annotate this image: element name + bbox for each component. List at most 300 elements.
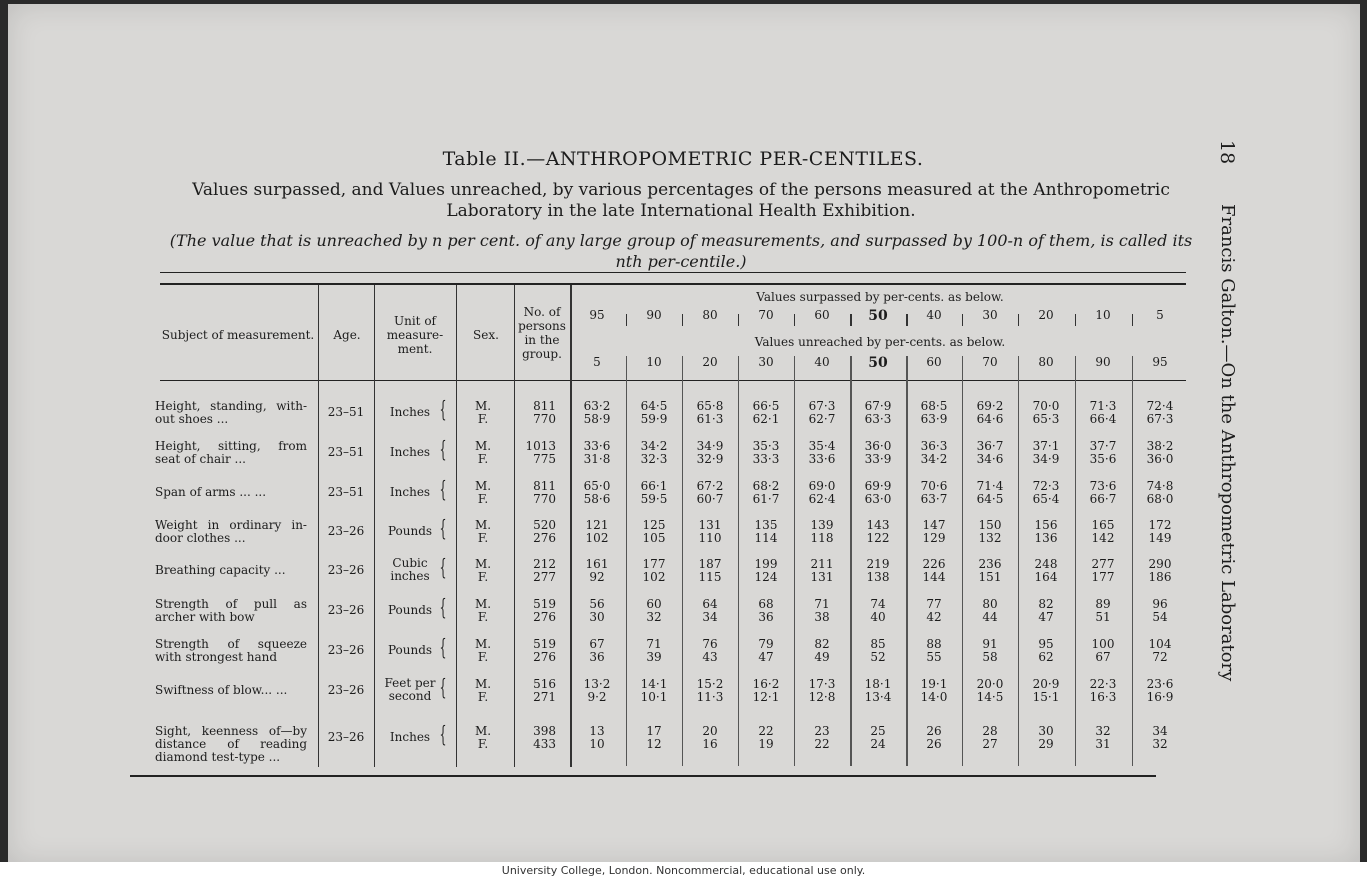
value-m: 85	[870, 637, 886, 651]
value-m: 82	[1038, 597, 1054, 611]
surpassed-pct: 95	[589, 308, 605, 322]
value-f: 26	[926, 737, 942, 751]
value-f: 63·0	[864, 492, 892, 506]
column-divider	[318, 285, 319, 767]
value-m: 104	[1148, 637, 1172, 651]
value-m: 72·4	[1146, 399, 1174, 413]
row-unit: Pounds	[387, 643, 433, 657]
sex-m: M.	[474, 439, 492, 453]
value-f: 51	[1095, 610, 1111, 624]
surpassed-pct: 30	[982, 308, 998, 322]
value-f: 136	[1034, 531, 1058, 545]
value-m: 172	[1148, 518, 1172, 532]
value-m: 236	[978, 557, 1002, 571]
unreached-pct: 80	[1038, 355, 1054, 369]
value-m: 77	[926, 597, 942, 611]
value-f: 31	[1095, 737, 1111, 751]
row-age: 23–26	[327, 683, 365, 697]
row-age: 23–51	[327, 485, 365, 499]
row-subject: Strength of pull as archer with bow	[155, 597, 307, 624]
value-m: 71·3	[1089, 399, 1117, 413]
sex-m: M.	[474, 518, 492, 532]
header-bottom-rule	[160, 380, 1186, 381]
value-m: 66·5	[752, 399, 780, 413]
persons-f: 271	[533, 690, 556, 704]
value-f: 58·9	[583, 412, 611, 426]
value-m: 13·2	[583, 677, 611, 691]
value-f: 43	[702, 650, 718, 664]
value-f: 63·3	[864, 412, 892, 426]
value-f: 38	[814, 610, 830, 624]
value-f: 32·3	[640, 452, 668, 466]
value-m: 65·0	[583, 479, 611, 493]
row-unit: Pounds	[387, 524, 433, 538]
row-brace: {	[439, 596, 447, 621]
value-f: 52	[870, 650, 886, 664]
value-m: 33·6	[583, 439, 611, 453]
value-m: 30	[1038, 724, 1054, 738]
surpassed-pct: 80	[702, 308, 718, 322]
value-f: 58·6	[583, 492, 611, 506]
value-f: 66·4	[1089, 412, 1117, 426]
pct-divider	[1018, 314, 1019, 326]
value-f: 12·1	[752, 690, 780, 704]
sex-m: M.	[474, 479, 492, 493]
row-subject: Height, standing, with-out shoes ...	[155, 399, 307, 426]
value-m: 16·2	[752, 677, 780, 691]
value-m: 35·3	[752, 439, 780, 453]
row-brace: {	[439, 556, 447, 581]
value-f: 105	[642, 531, 666, 545]
persons-f: 775	[533, 452, 556, 466]
value-f: 14·0	[920, 690, 948, 704]
value-f: 24	[870, 737, 886, 751]
value-m: 36·7	[976, 439, 1004, 453]
value-f: 114	[754, 531, 778, 545]
value-m: 199	[754, 557, 778, 571]
value-f: 64·6	[976, 412, 1004, 426]
value-f: 33·3	[752, 452, 780, 466]
value-f: 34·2	[920, 452, 948, 466]
value-f: 59·5	[640, 492, 668, 506]
value-m: 17	[646, 724, 662, 738]
value-m: 248	[1034, 557, 1058, 571]
row-brace: {	[439, 478, 447, 503]
value-f: 36·0	[1146, 452, 1174, 466]
row-unit: Inches	[389, 405, 431, 419]
value-f: 40	[870, 610, 886, 624]
persons-m: 811	[533, 479, 556, 493]
value-f: 61·3	[696, 412, 724, 426]
value-m: 96	[1152, 597, 1168, 611]
value-f: 29	[1038, 737, 1054, 751]
value-m: 150	[978, 518, 1002, 532]
value-f: 42	[926, 610, 942, 624]
row-subject: Sight, keenness of—by distance of reading diamond test-type ...	[155, 724, 307, 764]
document-page	[8, 4, 1360, 864]
table-subtitle: Values surpassed, and Values unreached, by various percentages of the persons measured at the Anthropometric Laboratory in the late International Health Exhibition.	[192, 180, 1170, 221]
sex-f: F.	[477, 610, 489, 624]
value-f: 64·5	[976, 492, 1004, 506]
value-m: 89	[1095, 597, 1111, 611]
value-f: 59·9	[640, 412, 668, 426]
surpassed-pct: 40	[926, 308, 942, 322]
value-f: 35·6	[1089, 452, 1117, 466]
value-m: 28	[982, 724, 998, 738]
unreached-pct: 40	[814, 355, 830, 369]
value-m: 147	[922, 518, 946, 532]
value-f: 60·7	[696, 492, 724, 506]
value-f: 12	[646, 737, 662, 751]
value-f: 49	[814, 650, 830, 664]
sex-f: F.	[477, 650, 489, 664]
header-rule	[160, 283, 1186, 285]
row-unit: Inches	[389, 730, 431, 744]
sex-f: F.	[477, 452, 489, 466]
value-m: 72·3	[1032, 479, 1060, 493]
row-brace: {	[439, 723, 447, 748]
surpassed-pct: 60	[814, 308, 830, 322]
column-divider	[456, 285, 457, 767]
value-m: 161	[585, 557, 609, 571]
value-m: 79	[758, 637, 774, 651]
sex-m: M.	[474, 557, 492, 571]
value-f: 65·4	[1032, 492, 1060, 506]
row-age: 23–26	[327, 603, 365, 617]
value-m: 82	[814, 637, 830, 651]
value-f: 115	[698, 570, 722, 584]
value-m: 17·3	[808, 677, 836, 691]
persons-m: 516	[533, 677, 556, 691]
value-f: 36	[758, 610, 774, 624]
table-title: Table II.—ANTHROPOMETRIC PER-CENTILES.	[442, 148, 924, 170]
row-subject: Swiftness of blow... ...	[155, 683, 288, 697]
value-f: 34·6	[976, 452, 1004, 466]
row-unit: Feet per second	[384, 676, 436, 703]
row-brace: {	[439, 636, 447, 661]
row-age: 23–26	[327, 563, 365, 577]
column-divider	[570, 285, 572, 767]
value-m: 74·8	[1146, 479, 1174, 493]
value-m: 22·3	[1089, 677, 1117, 691]
value-f: 31·8	[583, 452, 611, 466]
value-f: 149	[1148, 531, 1172, 545]
value-f: 63·9	[920, 412, 948, 426]
header-unreached: Values unreached by per-cents. as below.	[754, 335, 1006, 349]
value-m: 64	[702, 597, 718, 611]
sex-m: M.	[474, 597, 492, 611]
value-column-divider	[906, 356, 908, 766]
row-subject: Breathing capacity ...	[155, 563, 286, 577]
row-subject: Span of arms ... ...	[155, 485, 267, 499]
row-age: 23–51	[327, 405, 365, 419]
value-f: 30	[589, 610, 605, 624]
column-divider	[374, 285, 375, 767]
value-m: 74	[870, 597, 886, 611]
value-f: 54	[1152, 610, 1168, 624]
persons-f: 276	[533, 531, 556, 545]
value-f: 61·7	[752, 492, 780, 506]
value-m: 131	[698, 518, 722, 532]
value-f: 68·0	[1146, 492, 1174, 506]
pct-divider	[794, 314, 795, 326]
value-column-divider	[850, 356, 852, 766]
value-m: 69·2	[976, 399, 1004, 413]
value-column-divider	[962, 356, 963, 766]
value-f: 72	[1152, 650, 1168, 664]
value-m: 156	[1034, 518, 1058, 532]
value-f: 102	[585, 531, 609, 545]
value-f: 55	[926, 650, 942, 664]
value-m: 67·2	[696, 479, 724, 493]
value-f: 66·7	[1089, 492, 1117, 506]
value-f: 67	[1095, 650, 1111, 664]
value-f: 62·7	[808, 412, 836, 426]
persons-m: 398	[533, 724, 556, 738]
value-m: 219	[866, 557, 890, 571]
persons-m: 520	[533, 518, 556, 532]
value-f: 63·7	[920, 492, 948, 506]
value-f: 39	[646, 650, 662, 664]
value-column-divider	[738, 356, 739, 766]
value-f: 44	[982, 610, 998, 624]
value-f: 164	[1034, 570, 1058, 584]
top-rule	[160, 272, 1186, 273]
header-subject: Subject of measurement.	[161, 328, 315, 342]
value-f: 33·6	[808, 452, 836, 466]
sex-f: F.	[477, 492, 489, 506]
sex-f: F.	[477, 737, 489, 751]
value-f: 32	[1152, 737, 1168, 751]
value-f: 9·2	[587, 690, 607, 704]
sex-m: M.	[474, 637, 492, 651]
header-persons: No. of persons in the group.	[518, 305, 566, 361]
value-f: 14·5	[976, 690, 1004, 704]
row-age: 23–26	[327, 643, 365, 657]
value-m: 22	[758, 724, 774, 738]
unreached-pct: 10	[646, 355, 662, 369]
value-m: 13	[589, 724, 605, 738]
value-m: 66·1	[640, 479, 668, 493]
row-brace: {	[439, 676, 447, 701]
sex-m: M.	[474, 399, 492, 413]
value-m: 14·1	[640, 677, 668, 691]
row-brace: {	[439, 438, 447, 463]
value-m: 37·1	[1032, 439, 1060, 453]
surpassed-pct: 20	[1038, 308, 1054, 322]
value-f: 11·3	[696, 690, 724, 704]
value-m: 67·9	[864, 399, 892, 413]
value-m: 20·9	[1032, 677, 1060, 691]
value-f: 177	[1091, 570, 1115, 584]
value-f: 131	[810, 570, 834, 584]
value-m: 121	[585, 518, 609, 532]
value-f: 151	[978, 570, 1002, 584]
pct-divider	[962, 314, 963, 326]
value-f: 102	[642, 570, 666, 584]
header-age: Age.	[333, 328, 361, 342]
row-age: 23–26	[327, 730, 365, 744]
value-m: 68·2	[752, 479, 780, 493]
value-column-divider	[626, 356, 627, 766]
value-column-divider	[1018, 356, 1019, 766]
row-age: 23–26	[327, 524, 365, 538]
value-f: 62	[1038, 650, 1054, 664]
unreached-pct: 5	[593, 355, 601, 369]
value-f: 65·3	[1032, 412, 1060, 426]
unreached-pct: 50	[868, 355, 888, 371]
value-f: 142	[1091, 531, 1115, 545]
persons-f: 276	[533, 610, 556, 624]
surpassed-pct: 50	[868, 308, 888, 324]
value-f: 10·1	[640, 690, 668, 704]
value-m: 73·6	[1089, 479, 1117, 493]
value-m: 135	[754, 518, 778, 532]
value-f: 47	[758, 650, 774, 664]
header-surpassed: Values surpassed by per-cents. as below.	[756, 290, 1004, 304]
value-m: 143	[866, 518, 890, 532]
value-m: 38·2	[1146, 439, 1174, 453]
value-m: 76	[702, 637, 718, 651]
pct-divider	[850, 314, 852, 326]
value-f: 34	[702, 610, 718, 624]
value-f: 22	[814, 737, 830, 751]
value-column-divider	[1075, 356, 1076, 766]
persons-m: 519	[533, 637, 556, 651]
value-f: 10	[589, 737, 605, 751]
value-f: 67·3	[1146, 412, 1174, 426]
persons-f: 276	[533, 650, 556, 664]
value-m: 19·1	[920, 677, 948, 691]
value-f: 33·9	[864, 452, 892, 466]
value-f: 132	[978, 531, 1002, 545]
unreached-pct: 20	[702, 355, 718, 369]
value-f: 16·9	[1146, 690, 1174, 704]
header-sex: Sex.	[473, 328, 499, 342]
persons-m: 519	[533, 597, 556, 611]
surpassed-pct: 90	[646, 308, 662, 322]
value-f: 32	[646, 610, 662, 624]
value-m: 35·4	[808, 439, 836, 453]
value-f: 144	[922, 570, 946, 584]
pct-divider	[906, 314, 908, 326]
table-note: (The value that is unreached by n per cent. of any large group of measurements, and surpassed by 100-n of them, is called its nth per-centile.)	[169, 231, 1193, 271]
value-m: 63·2	[583, 399, 611, 413]
value-m: 177	[642, 557, 666, 571]
unreached-pct: 90	[1095, 355, 1111, 369]
value-m: 36·3	[920, 439, 948, 453]
value-m: 37·7	[1089, 439, 1117, 453]
value-m: 70·6	[920, 479, 948, 493]
surpassed-pct: 70	[758, 308, 774, 322]
side-title: Francis Galton.—On the Anthropometric Laboratory	[1217, 204, 1238, 682]
value-m: 64·5	[640, 399, 668, 413]
value-m: 88	[926, 637, 942, 651]
value-m: 20	[702, 724, 718, 738]
row-brace: {	[439, 398, 447, 423]
persons-m: 1013	[525, 439, 556, 453]
value-m: 23·6	[1146, 677, 1174, 691]
value-m: 91	[982, 637, 998, 651]
value-f: 34·9	[1032, 452, 1060, 466]
row-subject: Strength of squeeze with strongest hand	[155, 637, 307, 664]
value-f: 16·3	[1089, 690, 1117, 704]
persons-m: 212	[533, 557, 556, 571]
sex-f: F.	[477, 531, 489, 545]
value-m: 32	[1095, 724, 1111, 738]
value-m: 69·0	[808, 479, 836, 493]
value-m: 15·2	[696, 677, 724, 691]
surpassed-pct: 10	[1095, 308, 1111, 322]
value-m: 71	[646, 637, 662, 651]
persons-f: 277	[533, 570, 556, 584]
value-f: 92	[589, 570, 605, 584]
value-f: 19	[758, 737, 774, 751]
value-column-divider	[682, 356, 683, 766]
pct-divider	[1132, 314, 1133, 326]
value-m: 100	[1091, 637, 1115, 651]
value-m: 34	[1152, 724, 1168, 738]
value-f: 62·1	[752, 412, 780, 426]
row-brace: {	[439, 517, 447, 542]
value-column-divider	[1132, 356, 1133, 766]
persons-m: 811	[533, 399, 556, 413]
value-m: 139	[810, 518, 834, 532]
value-f: 118	[810, 531, 834, 545]
value-m: 65·8	[696, 399, 724, 413]
row-unit: Inches	[389, 485, 431, 499]
header-unit: Unit of measure-ment.	[386, 314, 444, 356]
value-f: 186	[1148, 570, 1172, 584]
persons-f: 770	[533, 412, 556, 426]
value-m: 67·3	[808, 399, 836, 413]
value-m: 34·9	[696, 439, 724, 453]
value-f: 27	[982, 737, 998, 751]
value-m: 23	[814, 724, 830, 738]
value-f: 16	[702, 737, 718, 751]
sex-f: F.	[477, 690, 489, 704]
value-f: 58	[982, 650, 998, 664]
value-m: 70·0	[1032, 399, 1060, 413]
value-f: 138	[866, 570, 890, 584]
value-f: 12·8	[808, 690, 836, 704]
value-f: 47	[1038, 610, 1054, 624]
unreached-pct: 70	[982, 355, 998, 369]
value-f: 129	[922, 531, 946, 545]
value-m: 71	[814, 597, 830, 611]
pct-divider	[626, 314, 627, 326]
value-m: 20·0	[976, 677, 1004, 691]
value-f: 124	[754, 570, 778, 584]
row-age: 23–51	[327, 445, 365, 459]
value-f: 36	[589, 650, 605, 664]
value-m: 26	[926, 724, 942, 738]
value-m: 67	[589, 637, 605, 651]
pct-divider	[682, 314, 683, 326]
value-f: 32·9	[696, 452, 724, 466]
value-m: 25	[870, 724, 886, 738]
sex-f: F.	[477, 412, 489, 426]
credit-footer: University College, London. Noncommercial, educational use only.	[0, 862, 1367, 880]
unreached-pct: 95	[1152, 355, 1168, 369]
value-m: 69·9	[864, 479, 892, 493]
value-f: 62·4	[808, 492, 836, 506]
row-subject: Weight in ordinary in-door clothes ...	[155, 518, 307, 545]
value-m: 211	[810, 557, 834, 571]
sex-m: M.	[474, 677, 492, 691]
bottom-rule	[130, 775, 1156, 777]
value-m: 68·5	[920, 399, 948, 413]
